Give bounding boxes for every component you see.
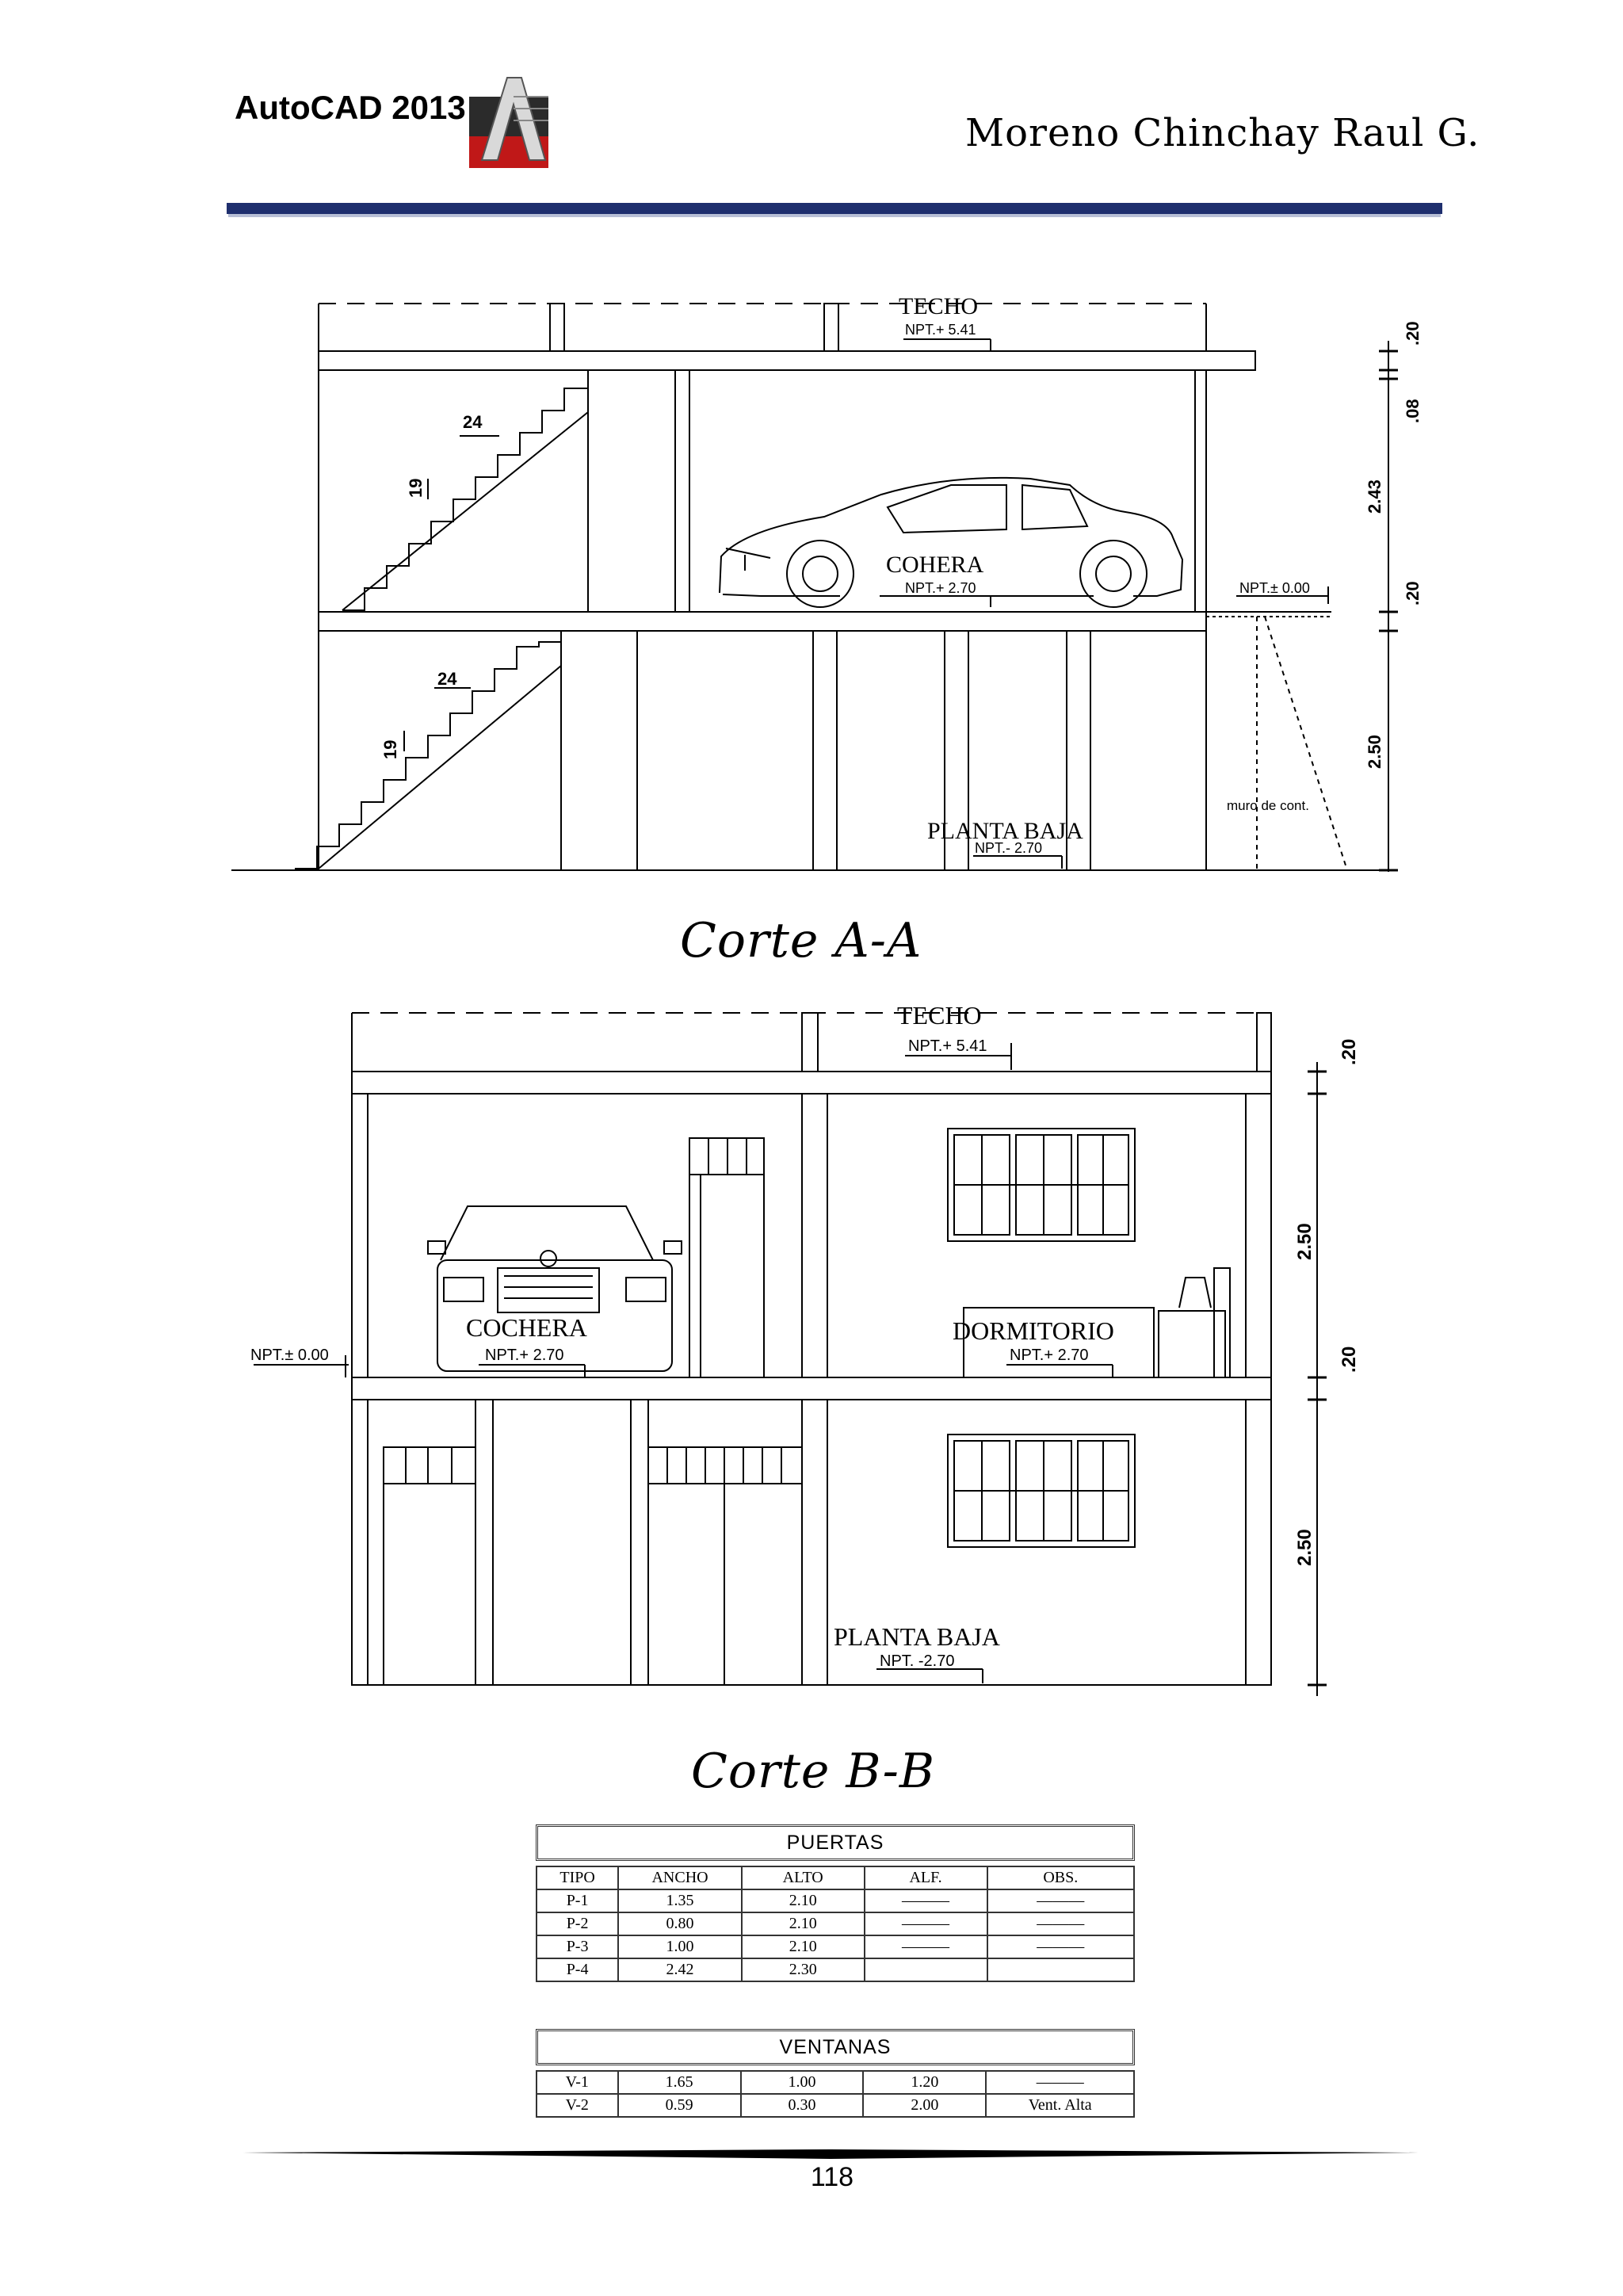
bb-bedroom-label: DORMITORIO — [953, 1316, 1114, 1345]
bb-garage-level: NPT.+ 2.70 — [485, 1347, 564, 1364]
cell: 0.80 — [618, 1912, 742, 1935]
table-row — [537, 1958, 1134, 1981]
table-row — [537, 1912, 1134, 1935]
table-row — [537, 1935, 1134, 1958]
caption-corte-aa: Corte A-A — [680, 913, 922, 968]
aa-street-level: NPT.± 0.00 — [1239, 580, 1310, 596]
footer-rule — [242, 2149, 1419, 2159]
cell: 2.00 — [863, 2094, 986, 2117]
aa-dim-3: 2.43 — [1365, 479, 1384, 514]
cell: 0.30 — [741, 2094, 864, 2117]
aa-stair-tread-lower: 24 — [437, 669, 457, 689]
doors-table-title: PUERTAS — [536, 1824, 1135, 1861]
aa-dim-2: .08 — [1403, 399, 1423, 423]
cell: 1.20 — [863, 2071, 986, 2094]
aa-garage-label: COHERA — [886, 552, 984, 578]
col-alf: ALF. — [865, 1866, 987, 1889]
cell: 0.59 — [618, 2094, 741, 2117]
table-row — [537, 2071, 1134, 2094]
cell: ——— — [865, 1912, 987, 1935]
cell: P-4 — [537, 1958, 618, 1981]
cell: P-3 — [537, 1935, 618, 1958]
aa-stair-riser-lower: 19 — [380, 739, 400, 759]
cell: 2.10 — [742, 1889, 865, 1912]
aa-stair-tread-upper: 24 — [463, 412, 483, 432]
bb-ground-label: PLANTA BAJA — [834, 1622, 1000, 1651]
section-aa — [231, 304, 1398, 872]
aa-ground-label: PLANTA BAJA — [927, 818, 1083, 844]
cell: V-1 — [537, 2071, 618, 2094]
cell: ——— — [987, 1912, 1134, 1935]
cell: V-2 — [537, 2094, 618, 2117]
app-title: AutoCAD 2013 — [235, 89, 466, 126]
window-lower-icon — [948, 1435, 1135, 1547]
cell: P-2 — [537, 1912, 618, 1935]
cell: 2.42 — [618, 1958, 742, 1981]
cell: 1.00 — [618, 1935, 742, 1958]
cell: 2.10 — [742, 1912, 865, 1935]
cell — [865, 1958, 987, 1981]
cell — [987, 1958, 1134, 1981]
window-upper-icon — [948, 1129, 1135, 1241]
bb-roof-label: TECHO — [897, 1001, 982, 1030]
cell: 2.10 — [742, 1935, 865, 1958]
cell: 1.65 — [618, 2071, 741, 2094]
cell: Vent. Alta — [986, 2094, 1134, 2117]
page-number: 118 — [810, 2162, 854, 2192]
author-name: Moreno Chinchay Raul G. — [965, 111, 1480, 155]
windows-table-title: VENTANAS — [536, 2029, 1135, 2065]
aa-roof-label: TECHO — [899, 293, 978, 319]
table-row — [537, 1889, 1134, 1912]
cell: ——— — [987, 1935, 1134, 1958]
col-alto: ALTO — [742, 1866, 865, 1889]
aa-roof-level: NPT.+ 5.41 — [905, 322, 976, 338]
cell: 1.00 — [741, 2071, 864, 2094]
aa-retaining-wall: muro de cont. — [1227, 798, 1309, 813]
table-row — [537, 2094, 1134, 2117]
bb-garage-label: COCHERA — [466, 1313, 587, 1342]
doors-table — [536, 1866, 1135, 1982]
aa-dim-4: .20 — [1403, 581, 1423, 606]
col-obs: OBS. — [987, 1866, 1134, 1889]
cell: ——— — [865, 1935, 987, 1958]
cell: P-1 — [537, 1889, 618, 1912]
cell: ——— — [986, 2071, 1134, 2094]
bb-ground-level: NPT. -2.70 — [880, 1652, 955, 1670]
bb-dim-4: 2.50 — [1294, 1529, 1316, 1566]
bb-roof-level: NPT.+ 5.41 — [908, 1037, 987, 1055]
cell: 2.30 — [742, 1958, 865, 1981]
col-tipo: TIPO — [537, 1866, 618, 1889]
bb-street-level: NPT.± 0.00 — [250, 1347, 329, 1364]
cell: ——— — [987, 1889, 1134, 1912]
cell: 1.35 — [618, 1889, 742, 1912]
bb-dim-1: .20 — [1338, 1038, 1360, 1065]
windows-table — [536, 2070, 1135, 2118]
cell: ——— — [865, 1889, 987, 1912]
table-header-row — [537, 1866, 1134, 1889]
aa-dim-5: 2.50 — [1365, 735, 1384, 769]
bb-dim-2: 2.50 — [1294, 1223, 1316, 1260]
bb-bedroom-level: NPT.+ 2.70 — [1010, 1347, 1089, 1364]
bb-dim-3: .20 — [1338, 1346, 1360, 1373]
aa-ground-level: NPT.- 2.70 — [975, 840, 1043, 856]
col-ancho: ANCHO — [618, 1866, 742, 1889]
aa-dim-1: .20 — [1403, 321, 1423, 346]
aa-stair-riser-upper: 19 — [406, 478, 426, 498]
aa-garage-level: NPT.+ 2.70 — [905, 580, 976, 596]
section-bb — [254, 1013, 1327, 1696]
caption-corte-bb: Corte B-B — [691, 1744, 935, 1799]
